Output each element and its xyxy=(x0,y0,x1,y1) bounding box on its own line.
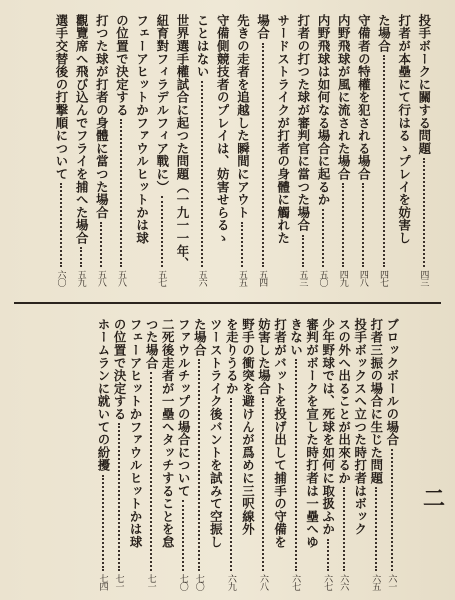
toc-entry-page: 四七 xyxy=(378,270,388,286)
toc-entry xyxy=(74,14,88,286)
toc-entry xyxy=(289,318,303,590)
toc-entry-page: 六一 xyxy=(386,574,397,590)
toc-entry-title: の位置で決定する xyxy=(112,318,128,421)
toc-entry-title: 投手ボークに關する問題 xyxy=(416,14,432,155)
toc-entry xyxy=(417,14,431,286)
toc-entry xyxy=(215,14,229,286)
dot-leader xyxy=(150,372,152,571)
toc-entry xyxy=(94,14,108,286)
toc-entry-page: 五八 xyxy=(95,270,106,286)
toc-entry-title: 打者が本壘にて行はるゝプレイを妨害し xyxy=(396,14,412,245)
toc-entry xyxy=(377,14,391,286)
toc-entry xyxy=(273,318,287,590)
toc-entry-page: 六九 xyxy=(225,574,236,590)
toc-entry xyxy=(175,14,189,286)
dot-leader xyxy=(102,475,104,571)
toc-entry xyxy=(135,14,149,286)
dot-leader xyxy=(295,359,297,571)
toc-entry-page: 四九 xyxy=(337,270,348,286)
dot-leader xyxy=(343,487,345,571)
toc-entry-title: ことはない xyxy=(195,14,211,78)
dot-leader xyxy=(302,235,304,267)
dot-leader xyxy=(60,183,62,267)
toc-entry-title: スの外へ出ることが出來るか xyxy=(336,318,352,485)
toc-entry xyxy=(385,318,399,590)
toc-entry xyxy=(155,14,169,286)
dot-leader xyxy=(241,222,243,267)
toc-entry xyxy=(356,14,370,286)
toc-entry xyxy=(114,14,128,286)
toc-entry xyxy=(353,318,367,590)
toc-entry-title: 守備側競技者のプレイは、妨害せらるゝ xyxy=(215,14,231,245)
toc-entry xyxy=(369,318,383,590)
toc-entry-page: 五六 xyxy=(196,270,207,286)
toc-entry xyxy=(224,318,238,590)
toc-entry xyxy=(397,14,411,286)
toc-entry-title: サードストライクが打者の身體に觸れた xyxy=(275,14,291,245)
toc-entry-page: 六八 xyxy=(257,574,268,590)
toc-entry-title: 打者三振の場合に生じた問題 xyxy=(368,318,384,485)
toc-entry-page: 六五 xyxy=(370,574,381,590)
dot-leader xyxy=(383,55,385,267)
toc-entry xyxy=(321,318,335,590)
toc-entry-title: 先きの走者を追越した瞬間にアウト xyxy=(235,14,251,219)
toc-entry-page: 五〇 xyxy=(317,270,328,286)
toc-entry-title: 少年野球では、死球を如何に取扱ふか xyxy=(320,318,336,536)
toc-entry xyxy=(240,318,254,590)
toc-entry-title: 守備者の特權を犯される場合 xyxy=(356,14,372,181)
dot-leader xyxy=(201,81,203,267)
toc-entry-title: ファウルチップの場合について xyxy=(176,318,192,498)
dot-leader xyxy=(120,119,122,267)
toc-entry-page: 四三 xyxy=(418,270,429,286)
toc-entry-page: 六〇 xyxy=(55,270,66,286)
toc-entry-title: の位置で決定する xyxy=(114,14,130,117)
dot-leader xyxy=(182,500,184,571)
toc-top-entries xyxy=(54,14,431,286)
dot-leader xyxy=(391,449,393,571)
toc-entry-title: ブロックボールの場合 xyxy=(384,318,400,446)
toc-entry xyxy=(256,318,270,590)
toc-entry-title: 妨害した場合 xyxy=(256,318,272,395)
toc-entry-title: 野手の衝突を避けんが爲めに三呎線外 xyxy=(240,318,256,536)
toc-entry-title: た場合 xyxy=(376,14,392,53)
toc-entry xyxy=(296,14,310,286)
toc-entry xyxy=(256,14,270,286)
toc-entry xyxy=(128,318,142,590)
toc-entry-title: ツーストライク後バントを試みて空振し xyxy=(208,318,224,549)
toc-entry-page: 四八 xyxy=(357,270,368,286)
dot-leader xyxy=(342,183,344,267)
toc-bottom-entries xyxy=(96,318,399,590)
dot-leader xyxy=(118,423,120,571)
toc-entry-page: 七〇 xyxy=(193,574,204,590)
toc-entry xyxy=(54,14,68,286)
dot-leader xyxy=(322,209,324,267)
dot-leader xyxy=(80,247,82,267)
toc-entry-title: つた場合 xyxy=(144,318,160,370)
toc-entry-page: 六六 xyxy=(338,574,349,590)
toc-entry-title: 選手交替後の打撃順について xyxy=(54,14,69,181)
toc-entry-title: 内野飛球が風に流された場合 xyxy=(336,14,352,181)
toc-entry-page: 五四 xyxy=(257,270,268,286)
toc-entry-page: 七一 xyxy=(145,574,156,590)
dot-leader xyxy=(327,539,329,571)
toc-entry xyxy=(96,318,110,590)
toc-entry-title: 場合 xyxy=(255,14,271,40)
toc-entry xyxy=(316,14,330,286)
dot-leader xyxy=(198,359,200,571)
toc-entry-title: 投手ボックスへ立つた時打者はボック xyxy=(352,318,368,536)
toc-entry-page: 五九 xyxy=(75,270,86,286)
toc-bottom-section xyxy=(0,318,455,590)
toc-entry-page: 七〇 xyxy=(177,574,188,590)
toc-entry-title: 世界選手權試合に起つた問題（一九一一年、 xyxy=(174,14,190,270)
toc-entry-page: 六七 xyxy=(322,574,333,590)
toc-entry xyxy=(337,318,351,590)
toc-entry-title: 紐育對フィラデルフィア戰に） xyxy=(154,14,170,194)
toc-entry xyxy=(195,14,209,286)
toc-entry-page: 七四 xyxy=(97,574,108,590)
dot-leader xyxy=(230,398,232,571)
toc-entry xyxy=(112,318,126,590)
toc-entry-title: フェーアヒットかファウルヒットかは球 xyxy=(134,14,150,245)
toc-entry-page: 七一 xyxy=(113,574,124,590)
toc-entry xyxy=(305,318,319,590)
toc-entry xyxy=(276,14,290,286)
toc-entry xyxy=(144,318,158,590)
dot-leader xyxy=(423,158,425,267)
toc-entry-page: 五五 xyxy=(236,270,247,286)
toc-entry xyxy=(160,318,174,590)
dot-leader xyxy=(262,43,264,267)
toc-entry-title: 審判がボークを宣した時打者は一壘へゆ xyxy=(304,318,320,549)
toc-entry-title: 内野飛球は如何なる場合に起るか xyxy=(316,14,332,206)
toc-entry-title: きない xyxy=(288,318,304,357)
dot-leader xyxy=(100,222,102,267)
toc-top-section xyxy=(0,14,455,286)
toc-entry-title: を走りうるか xyxy=(224,318,240,395)
dot-leader xyxy=(375,487,377,571)
toc-entry xyxy=(235,14,249,286)
toc-entry-title: 打者がバットを投げ出して捕手の守備を xyxy=(272,318,288,549)
toc-entry-title: 打つた球が打者の身體に當つた場合 xyxy=(94,14,110,219)
dot-leader xyxy=(362,183,364,267)
toc-entry-page: 五七 xyxy=(156,270,167,286)
toc-entry-title: 二死後走者が一壘へタッチすることを怠 xyxy=(160,318,176,549)
toc-entry-title: フェーアヒットかファウルヒットかは球 xyxy=(128,318,144,549)
toc-entry-title: ホームランに就いての紛擾 xyxy=(96,318,111,472)
toc-entry-title: 觀覽席へ飛び込んでフライを捕へた場合 xyxy=(74,14,90,245)
toc-entry xyxy=(176,318,190,590)
page-number: 二 xyxy=(422,486,445,512)
toc-entry-page: 五三 xyxy=(297,270,308,286)
toc-entry-page: 五八 xyxy=(115,270,126,286)
toc-entry-page: 六七 xyxy=(290,574,301,590)
dot-leader xyxy=(161,196,163,267)
toc-entry-title: 打者の打つた球が審判官に當つた場合 xyxy=(295,14,311,232)
toc-entry xyxy=(336,14,350,286)
toc-entry-title: た場合 xyxy=(192,318,208,357)
dot-leader xyxy=(262,398,264,571)
section-divider xyxy=(14,302,441,304)
toc-entry xyxy=(208,318,222,590)
toc-entry xyxy=(192,318,206,590)
